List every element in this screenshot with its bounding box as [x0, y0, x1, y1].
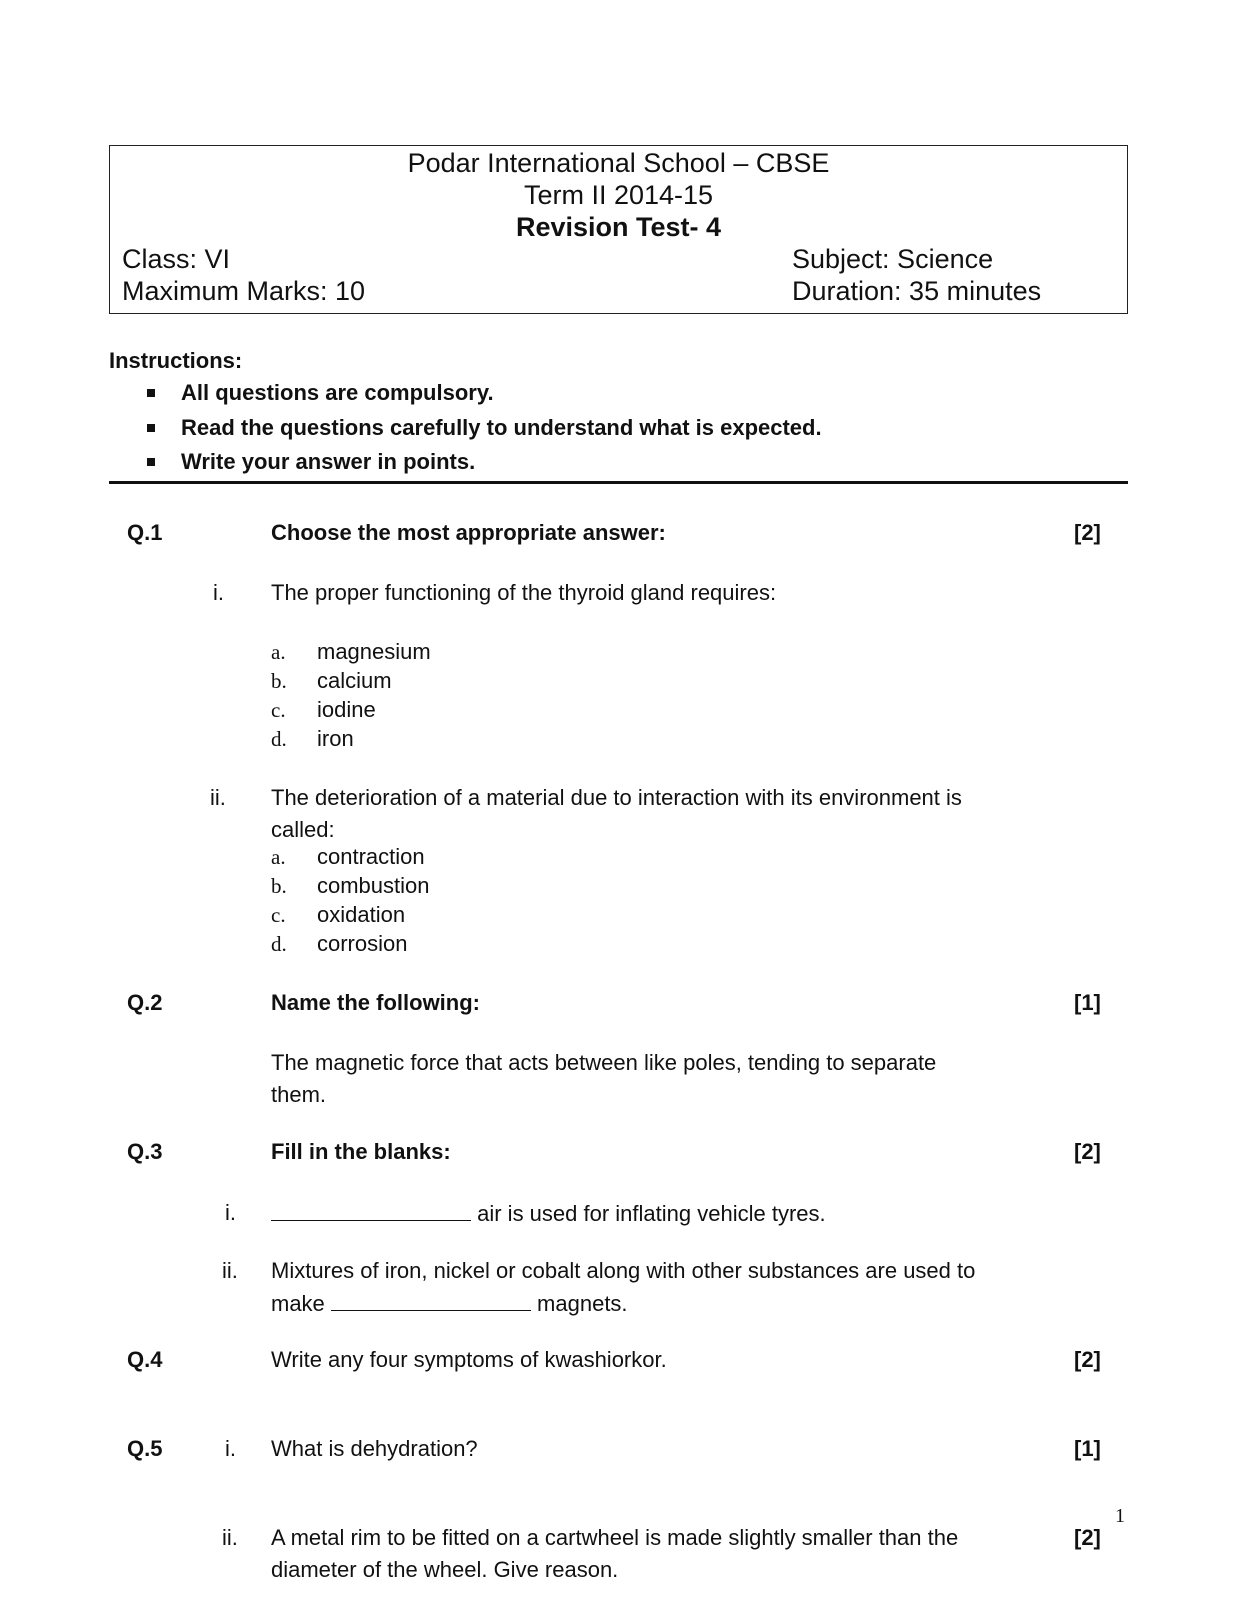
q3-number: Q.3	[127, 1139, 163, 1164]
q1-ii-number: ii.	[210, 785, 226, 810]
q4-marks: [2]	[1074, 1347, 1101, 1372]
q3-i-line	[271, 1200, 826, 1227]
instruction-item: Write your answer in points.	[181, 449, 476, 474]
instruction-item: All questions are compulsory.	[181, 380, 494, 405]
q4-number: Q.4	[127, 1347, 163, 1372]
q1-ii-text-line1: The deterioration of a material due to interaction with its environment is	[271, 785, 962, 810]
q1-title: Choose the most appropriate answer:	[271, 520, 666, 545]
q1-i-text: The proper functioning of the thyroid gland requires:	[271, 580, 777, 605]
q5-ii-number: ii.	[222, 1525, 238, 1550]
q1-marks: [2]	[1074, 520, 1101, 545]
q5-i-number: i.	[225, 1436, 236, 1461]
bullet-icon	[147, 458, 155, 466]
max-marks: Maximum Marks: 10	[122, 276, 366, 306]
option-label: a.	[271, 640, 286, 664]
option-text: iodine	[317, 697, 376, 722]
q5-i-marks: [1]	[1074, 1436, 1101, 1461]
q5-ii-marks: [2]	[1074, 1525, 1101, 1550]
q3-marks: [2]	[1074, 1139, 1101, 1164]
q2-text-line2: them.	[271, 1082, 327, 1107]
q1-number: Q.1	[127, 520, 163, 545]
instruction-item: Read the questions carefully to understand what is expected.	[181, 415, 822, 440]
option-label: c.	[271, 698, 286, 722]
q1-i-number: i.	[213, 580, 224, 605]
option-text: iron	[317, 726, 354, 751]
test-title: Revision Test- 4	[515, 212, 722, 242]
q3-ii-text-line1: Mixtures of iron, nickel or cobalt along with other substances are used to	[271, 1258, 976, 1283]
class-label: Class: VI	[122, 244, 231, 274]
q2-number: Q.2	[127, 990, 163, 1015]
option-text: corrosion	[317, 931, 408, 956]
q3-ii-text-before: make	[271, 1291, 325, 1316]
duration: Duration: 35 minutes	[792, 276, 1042, 306]
option-text: magnesium	[317, 639, 431, 664]
option-text: contraction	[317, 844, 425, 869]
q5-ii-text-line1: A metal rim to be fitted on a cartwheel is made slightly smaller than the	[271, 1525, 959, 1550]
q2-text-line1: The magnetic force that acts between like poles, tending to separate	[271, 1050, 937, 1075]
q5-number: Q.5	[127, 1436, 163, 1461]
q4-text: Write any four symptoms of kwashiorkor.	[271, 1347, 667, 1372]
page-number: 1	[1115, 1505, 1125, 1527]
option-label: d.	[271, 932, 287, 956]
q3-ii-number: ii.	[222, 1258, 238, 1283]
bullet-icon	[147, 424, 155, 432]
q3-ii-text-after: magnets.	[537, 1291, 628, 1316]
option-label: b.	[271, 669, 287, 693]
option-label: a.	[271, 845, 286, 869]
divider	[109, 481, 1128, 484]
q1-ii-text-line2: called:	[271, 817, 335, 842]
option-label: b.	[271, 874, 287, 898]
option-label: d.	[271, 727, 287, 751]
school-name: Podar International School – CBSE	[407, 148, 830, 178]
answer-blank	[271, 1200, 471, 1221]
q5-i-text: What is dehydration?	[271, 1436, 478, 1461]
option-text: combustion	[317, 873, 430, 898]
q3-title: Fill in the blanks:	[271, 1139, 451, 1164]
q3-ii-line2	[271, 1290, 628, 1317]
term-line: Term II 2014-15	[523, 180, 714, 210]
q2-marks: [1]	[1074, 990, 1101, 1015]
instructions-title: Instructions:	[109, 348, 243, 373]
option-text: calcium	[317, 668, 392, 693]
answer-blank	[331, 1290, 531, 1311]
q5-ii-text-line2: diameter of the wheel. Give reason.	[271, 1557, 619, 1582]
subject-label: Subject: Science	[792, 244, 994, 274]
q3-i-text: air is used for inflating vehicle tyres.	[477, 1201, 826, 1226]
q2-title: Name the following:	[271, 990, 480, 1015]
option-label: c.	[271, 903, 286, 927]
bullet-icon	[147, 389, 155, 397]
q3-i-number: i.	[225, 1200, 236, 1225]
option-text: oxidation	[317, 902, 406, 927]
header-box	[109, 145, 1128, 314]
